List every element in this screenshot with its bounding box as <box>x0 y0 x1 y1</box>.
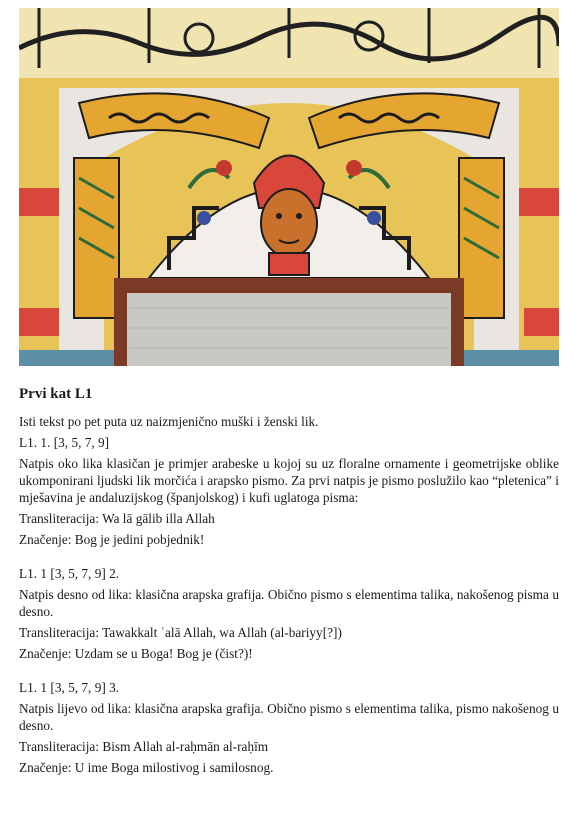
page-title: Prvi kat L1 <box>19 386 93 402</box>
section-3-transliteration: Transliteracija: Bism Allah al-raḥmān al-raḥīm <box>19 739 269 754</box>
document-body <box>19 386 559 780</box>
section-3-description: Natpis lijevo od lika: klasična arapska grafija. Obično pismo s elementima talika, pismo nakošenog u desno. <box>19 701 559 733</box>
section-2-transliteration: Transliteracija: Tawakkalt ʿalā Allah, wa Allah (al-bariyy[?]) <box>19 625 342 640</box>
intro-text: Isti tekst po pet puta uz naizmjenično muški i ženski lik. <box>19 414 319 429</box>
section-1-meaning: Značenje: Bog je jedini pobjednik! <box>19 532 205 547</box>
section-gap <box>19 666 559 679</box>
section-2-id: L1. 1 [3, 5, 7, 9] 2. <box>19 566 120 581</box>
section-3-meaning: Značenje: U ime Boga milostivog i samilosnog. <box>19 760 274 775</box>
facade-ornament-photo <box>19 8 559 366</box>
section-1-transliteration: Transliteracija: Wa lā gālib illa Allah <box>19 511 215 526</box>
section-gap <box>19 552 559 565</box>
section-2-description: Natpis desno od lika: klasična arapska grafija. Obično pismo s elementima talika, nakošenog pisma u desno. <box>19 587 559 619</box>
section-1-id: L1. 1. [3, 5, 7, 9] <box>19 435 110 450</box>
section-3-id: L1. 1 [3, 5, 7, 9] 3. <box>19 680 120 695</box>
section-1-description: Natpis oko lika klasičan je primjer arabeske u kojoj su uz floralne ornamente i geometrijske oblike ukomponirani ljudski lik morčića i arapsko pismo. Za prvi natpis je pismo poslužilo kao “pletenica” i mješavina je andaluzijskog (španjolskog) i kufi uglatoga pisma: <box>19 456 559 505</box>
section-2-meaning: Značenje: Uzdam se u Boga! Bog je (čist?)! <box>19 646 253 661</box>
